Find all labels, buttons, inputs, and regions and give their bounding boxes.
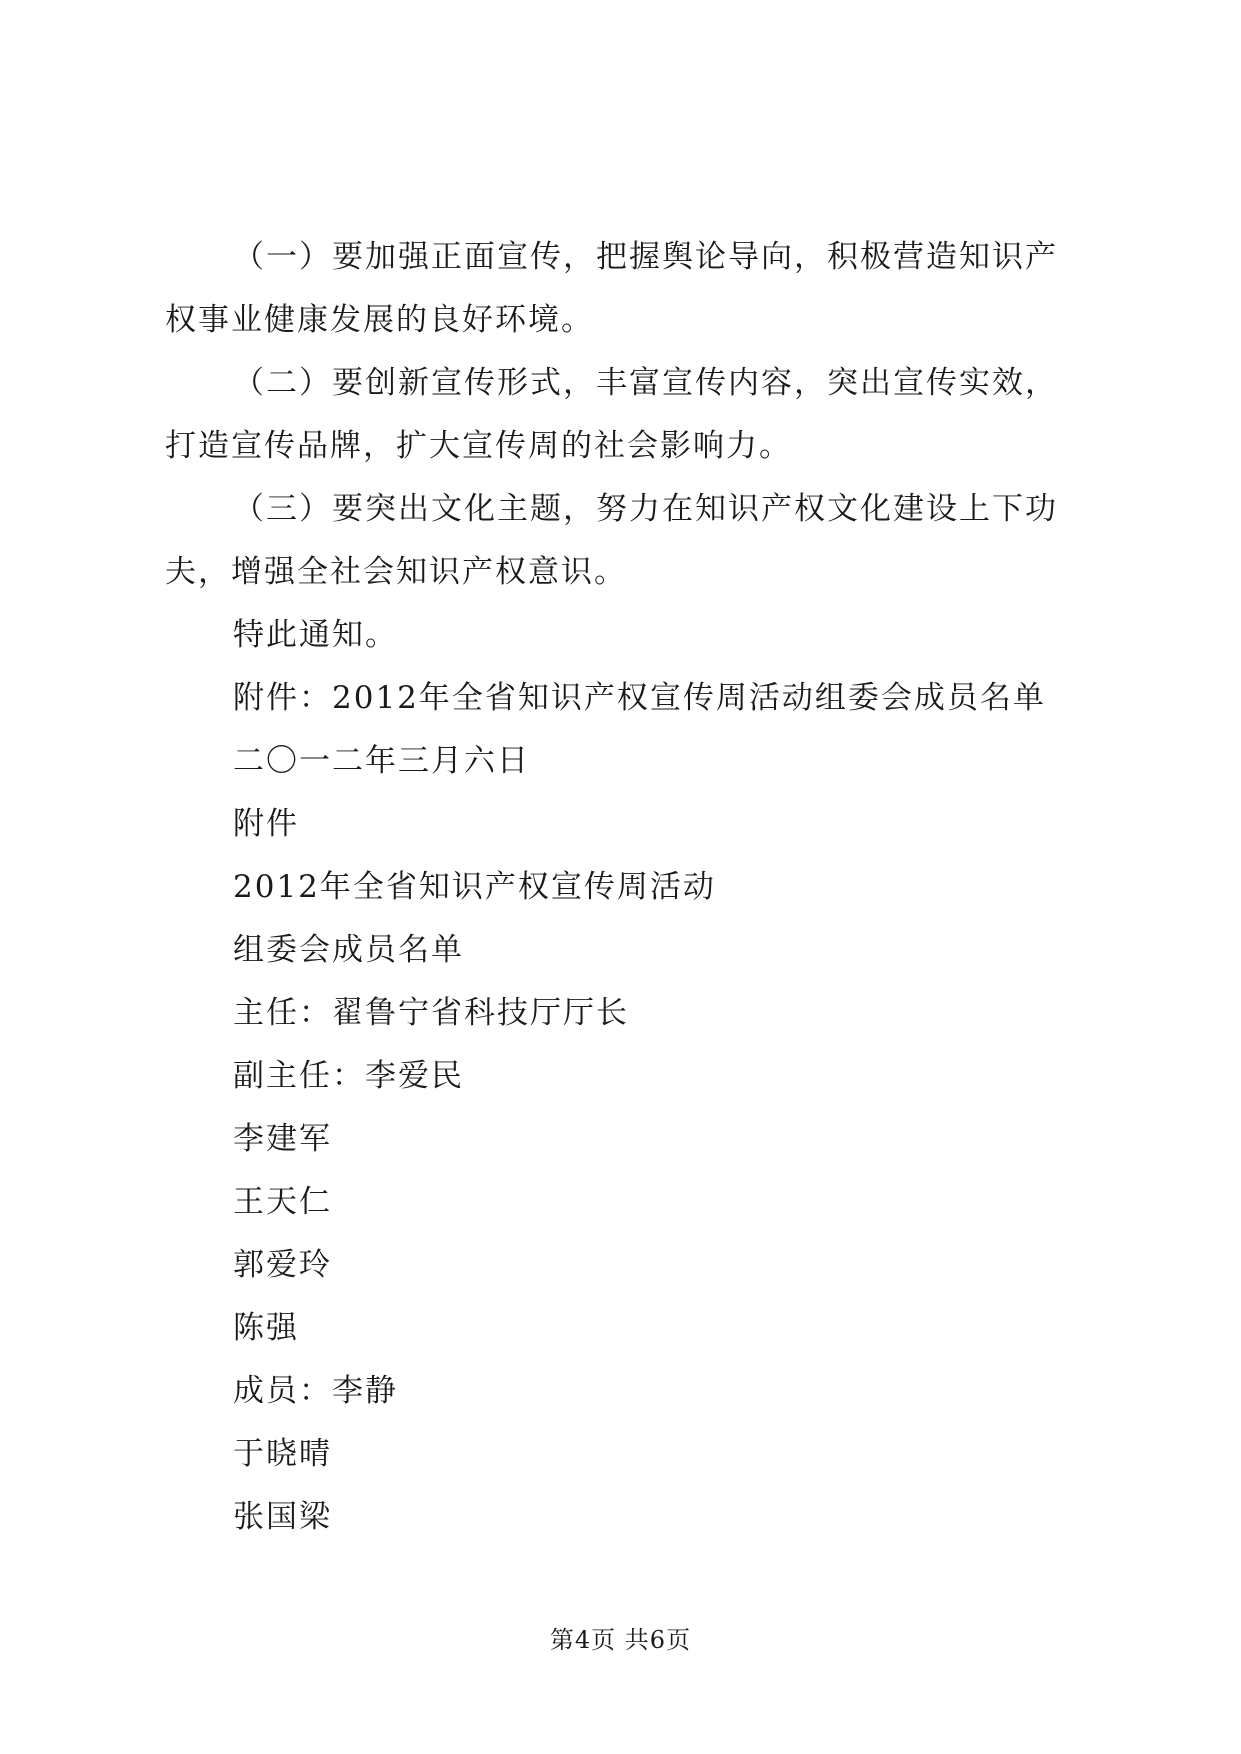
deputy-director-name: 郭爱玲 — [233, 1247, 332, 1283]
paragraph-one: （一）要加强正面宣传，把握舆论导向，积极营造知识产权事业健康发展的良好环境。 — [165, 239, 1058, 338]
document-body — [165, 226, 1085, 1549]
member-name: 张国梁 — [233, 1499, 332, 1535]
director-line: 主任：翟鲁宁省科技厅厅长 — [233, 995, 629, 1031]
deputy-director-name: 王天仁 — [233, 1184, 332, 1220]
deputy-director-line: 副主任：李爱民 — [233, 1058, 464, 1094]
notice-closing: 特此通知。 — [233, 617, 398, 653]
attachment-heading: 附件 — [233, 806, 299, 842]
document-date: 二〇一二年三月六日 — [233, 743, 530, 779]
attachment-reference: 附件：2012年全省知识产权宣传周活动组委会成员名单 — [233, 680, 1046, 716]
deputy-director-name: 陈强 — [233, 1310, 299, 1346]
deputy-director-name: 李建军 — [233, 1121, 332, 1157]
member-name: 于晓晴 — [233, 1436, 332, 1472]
attachment-title-line-1: 2012年全省知识产权宣传周活动 — [233, 869, 716, 905]
page-number-footer: 第4页 共6页 — [549, 1626, 692, 1654]
paragraph-two: （二）要创新宣传形式，丰富宣传内容，突出宣传实效，打造宣传品牌，扩大宣传周的社会影响力。 — [165, 365, 1058, 464]
attachment-title-line-2: 组委会成员名单 — [233, 932, 464, 968]
paragraph-three: （三）要突出文化主题，努力在知识产权文化建设上下功夫，增强全社会知识产权意识。 — [165, 491, 1058, 590]
members-line: 成员：李静 — [233, 1373, 398, 1409]
